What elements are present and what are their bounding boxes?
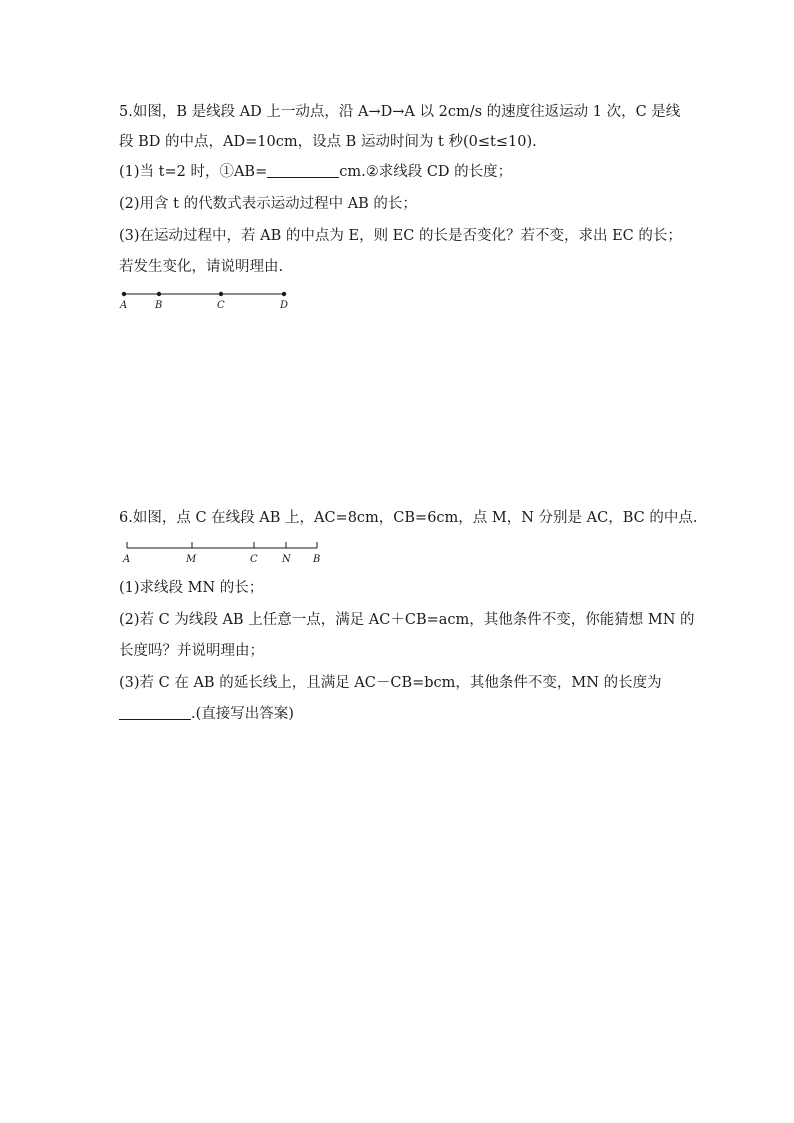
q6-segment-figure (115, 538, 330, 568)
q6-part-1: (1)求线段 MN 的长； (119, 580, 264, 596)
point-a (122, 292, 126, 296)
q5-stem-line-2: 段 BD 的中点，AD=10cm，设点 B 运动时间为 t 秒(0≤t≤10). (119, 134, 537, 150)
q5-part-2: (2)用含 t 的代数式表示运动过程中 AB 的长； (119, 196, 417, 212)
q6-stem: 6.如图，点 C 在线段 AB 上，AC=8cm，CB=6cm，点 M，N 分别是 AC，BC 的中点. (119, 510, 698, 526)
q6-answer-blank[interactable] (119, 705, 191, 720)
q6-part-3-text-after: .(直接写出答案) (191, 706, 294, 722)
point-c (219, 292, 223, 296)
point-b (157, 292, 161, 296)
q5-part-1-text-after: cm.②求线段 CD 的长度； (339, 164, 513, 180)
label-c: C (217, 300, 225, 311)
label-b: B (313, 554, 321, 565)
q5-stem-line-1: 5.如图，B 是线段 AD 上一动点，沿 A→D→A 以 2cm/s 的速度往返运动 1 次，C 是线 (119, 104, 681, 120)
label-d: D (280, 300, 289, 311)
q5-part-3-line-1: (3)在运动过程中，若 AB 的中点为 E，则 EC 的长是否变化？若不变，求出 EC 的长； (119, 228, 682, 244)
q5-part-1-text: (1)当 t=2 时，①AB= (119, 164, 268, 180)
point-d (282, 292, 286, 296)
q5-answer-blank[interactable] (267, 163, 339, 178)
q6-part-3-line-1: (3)若 C 在 AB 的延长线上，且满足 AC－CB=bcm，其他条件不变，MN 的长度为 (119, 675, 662, 691)
label-m: M (186, 554, 197, 565)
q5-part-3-line-2: 若发生变化，请说明理由. (119, 259, 284, 275)
q5-part-1 (119, 162, 512, 182)
q6-part-3-line-2 (119, 704, 294, 724)
label-c: C (250, 554, 258, 565)
label-b: B (155, 300, 163, 311)
label-a: A (123, 554, 131, 565)
q6-part-2-line-2: 长度吗？并说明理由； (119, 643, 264, 659)
label-a: A (120, 300, 128, 311)
q6-part-2-line-1: (2)若 C 为线段 AB 上任意一点，满足 AC＋CB=acm，其他条件不变，你能猜想 MN 的 (119, 612, 695, 628)
q5-segment-figure (115, 286, 295, 316)
label-n: N (282, 554, 291, 565)
